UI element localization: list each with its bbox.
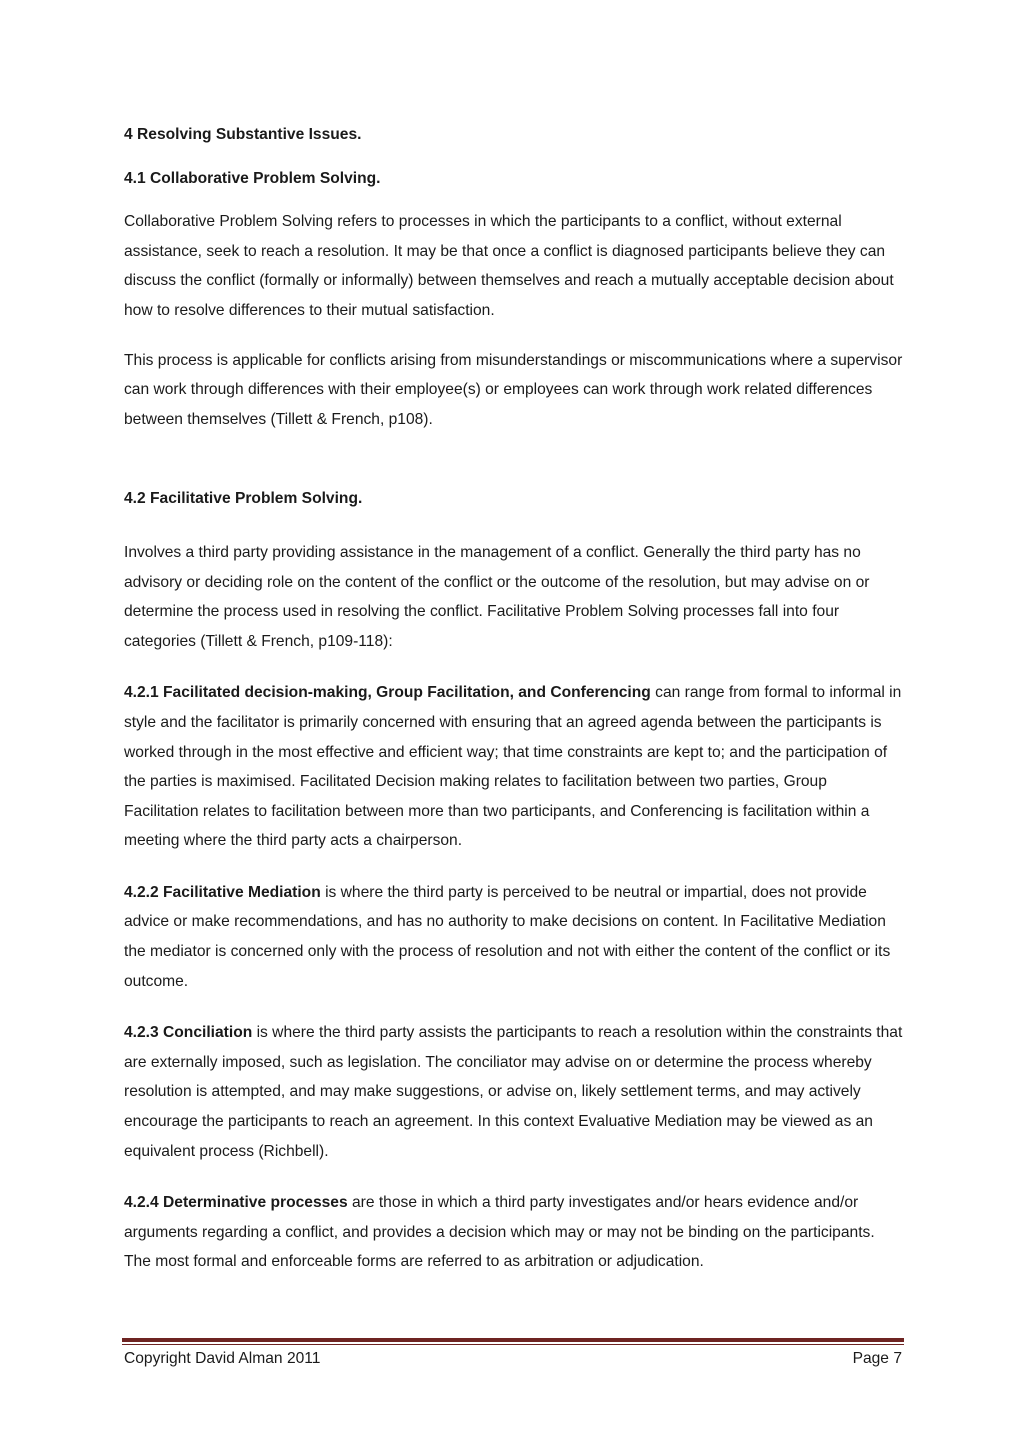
subsection-4-2-1 [124, 678, 904, 856]
subsection-text: can range from formal to informal in style and the facilitator is primarily concerned with ensuring that an agreed agenda between the participants is worked through in the most effective and efficient way; that time constraints are kept to; and the participation of the parties is maximised. Facilitated Decision making relates to facilitation between two parties, Group Facilitation relates to facilitation between more than two participants, and Conferencing is facilitation within a meeting where the third party acts a chairperson. [124, 684, 902, 850]
paragraph-collaborative-definition: Collaborative Problem Solving refers to processes in which the participants to a conflict, without external assistance, seek to reach a resolution. It may be that once a conflict is diagnosed participants believe they can discuss the conflict (formally or informally) between themselves and reach a mutually acceptable decision about how to resolve differences to their mutual satisfaction. [124, 213, 894, 319]
footer-divider-thin [122, 1344, 904, 1345]
subsection-4-2-3 [124, 1018, 904, 1166]
footer-page-number: Page 7 [852, 1350, 902, 1367]
footer-copyright: Copyright David Alman 2011 [124, 1350, 321, 1367]
subsection-title: 4.2.4 Determinative processes [124, 1194, 348, 1212]
subsection-title: 4.2.1 Facilitated decision-making, Group Facilitation, and Conferencing [124, 684, 651, 702]
document-body [124, 120, 904, 1277]
section-heading-4-2: 4.2 Facilitative Problem Solving. [124, 490, 363, 508]
subsection-title: 4.2.3 Conciliation [124, 1024, 253, 1042]
subsection-4-2-2 [124, 878, 904, 996]
section-heading-4: 4 Resolving Substantive Issues. [124, 126, 362, 143]
footer-divider-thick [122, 1338, 904, 1342]
paragraph-facilitative-intro: Involves a third party providing assistance in the management of a conflict. Generally the third party has no advisory or deciding role on the content of the conflict or the outcome of the resolution, but may advise on or determine the process used in resolving the conflict. Facilitative Problem Solving processes fall into four categories (Tillett & French, p109-118): [124, 543, 870, 650]
page-footer [124, 1349, 902, 1369]
subsection-title: 4.2.2 Facilitative Mediation [124, 883, 321, 901]
section-heading-4-1: 4.1 Collaborative Problem Solving. [124, 169, 381, 187]
subsection-text: are those in which a third party investigates and/or hears evidence and/or arguments regarding a conflict, and provides a decision which may or may not be binding on the participants. The most formal and enforceable forms are referred to as arbitration or adjudication. [124, 1194, 875, 1271]
subsection-4-2-4 [124, 1188, 904, 1277]
subsection-text: is where the third party is perceived to be neutral or impartial, does not provide advice or make recommendations, and has no authority to make decisions on content. In Facilitative Mediation the mediator is concerned only with the process of resolution and not with either the content of the conflict or its outcome. [124, 883, 891, 990]
subsection-text: is where the third party assists the participants to reach a resolution within the constraints that are externally imposed, such as legislation. The conciliator may advise on or determine the process whereby resolution is attempted, and may make suggestions, or advise on, likely settlement terms, and may actively encourage the participants to reach an agreement. In this context Evaluative Mediation may be viewed as an equivalent process (Richbell). [124, 1024, 903, 1160]
paragraph-collaborative-applicability: This process is applicable for conflicts arising from misunderstandings or miscommunications where a supervisor can work through differences with their employee(s) or employees can work through work related differences between themselves (Tillett & French, p108). [124, 351, 903, 428]
